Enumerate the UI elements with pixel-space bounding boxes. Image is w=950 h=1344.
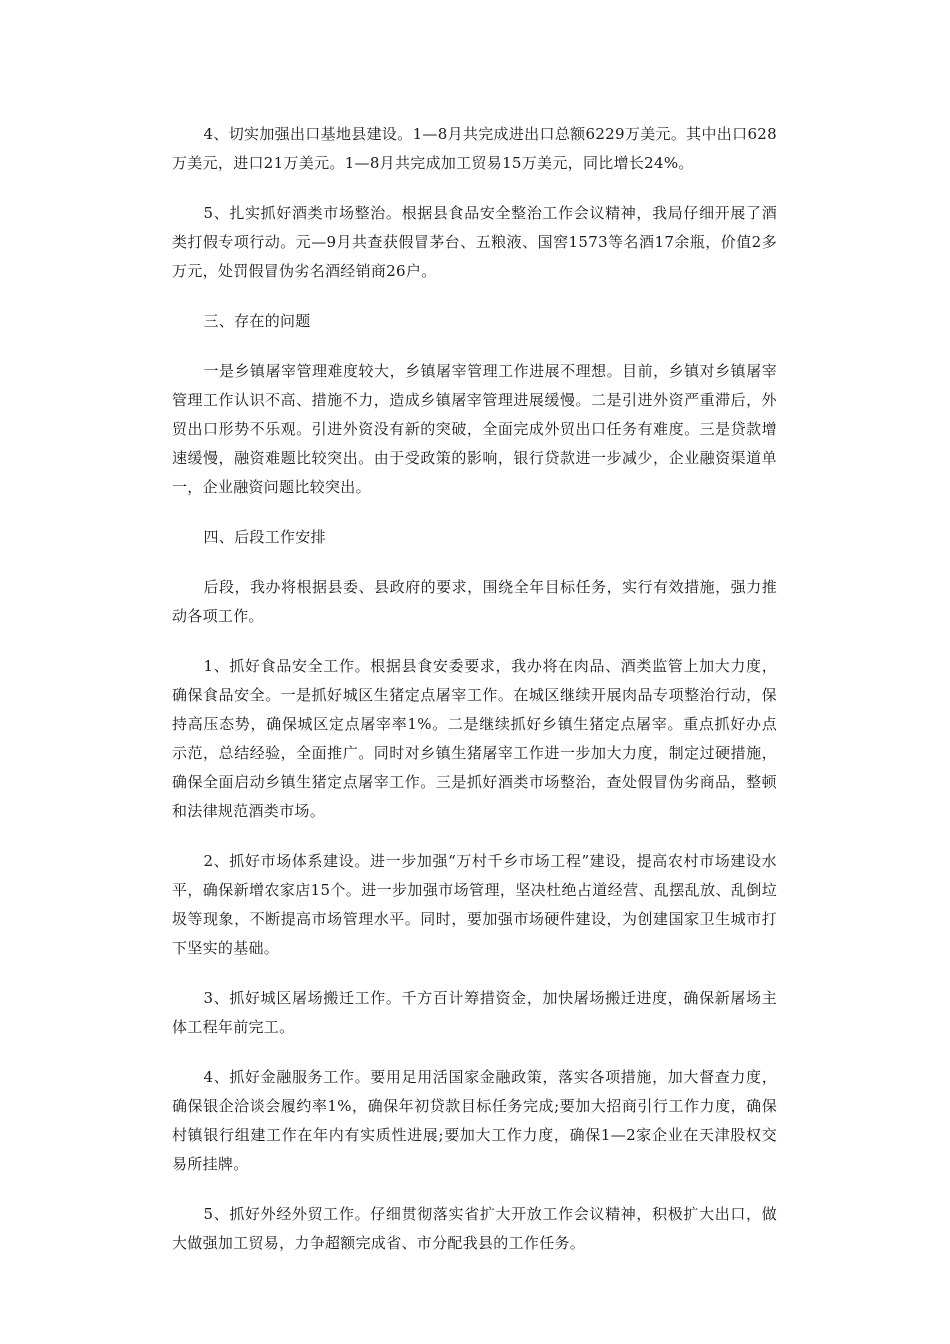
document-page — [172, 120, 777, 1279]
paragraph-liquor-market: 5、扎实抓好酒类市场整治。根据县食品安全整治工作会议精神，我局仔细开展了酒类打假专项行动。元—9月共查获假冒茅台、五粮液、国窖1573等名酒17余瓶，价值2多万元，处罚假冒伪劣名酒经销商26户。 — [172, 204, 777, 280]
paragraph-financial-services: 4、抓好金融服务工作。要用足用活国家金融政策，落实各项措施，加大督查力度，确保银企洽谈会履约率1%，确保年初贷款目标任务完成;要加大招商引行工作力度，确保村镇银行组建工作在年内有实质性进展;要加大工作力度，确保1—2家企业在天津股权交易所挂牌。 — [172, 1068, 777, 1173]
section-heading-problems: 三、存在的问题 — [203, 312, 311, 330]
paragraph-plans-intro: 后段，我办将根据县委、县政府的要求，围绕全年目标任务，实行有效措施，强力推动各项工作。 — [172, 578, 777, 625]
paragraph-market-system: 2、抓好市场体系建设。进一步加强“万村千乡市场工程”建设，提高农村市场建设水平，确保新增农家店15个。进一步加强市场管理，坚决杜绝占道经营、乱摆乱放、乱倒垃圾等现象，不断提高市场管理水平。同时，要加强市场硬件建设，为创建国家卫生城市打下坚实的基础。 — [172, 852, 777, 957]
paragraph-problems: 一是乡镇屠宰管理难度较大，乡镇屠宰管理工作进展不理想。目前，乡镇对乡镇屠宰管理工作认识不高、措施不力，造成乡镇屠宰管理进展缓慢。二是引进外资严重滞后，外贸出口形势不乐观。引进外资没有新的突破，全面完成外贸出口任务有难度。三是贷款增速缓慢，融资难题比较突出。由于受政策的影响，银行贷款进一步减少，企业融资渠道单一，企业融资问题比较突出。 — [172, 362, 777, 496]
paragraph-export-base: 4、切实加强出口基地县建设。1—8月共完成进出口总额6229万美元。其中出口628万美元，进口21万美元。1—8月共完成加工贸易15万美元，同比增长24%。 — [172, 125, 777, 172]
paragraph-food-safety: 1、抓好食品安全工作。根据县食安委要求，我办将在肉品、酒类监管上加大力度，确保食品安全。一是抓好城区生猪定点屠宰工作。在城区继续开展肉品专项整治行动，保持高压态势，确保城区定点屠宰率1%。二是继续抓好乡镇生猪定点屠宰。重点抓好办点示范，总结经验，全面推广。同时对乡镇生猪屠宰工作进一步加大力度，制定过硬措施，确保全面启动乡镇生猪定点屠宰工作。三是抓好酒类市场整治，查处假冒伪劣商品，整顿和法律规范酒类市场。 — [172, 657, 777, 820]
section-heading-plans: 四、后段工作安排 — [203, 528, 326, 546]
paragraph-foreign-trade: 5、抓好外经外贸工作。仔细贯彻落实省扩大开放工作会议精神，积极扩大出口，做大做强加工贸易，力争超额完成省、市分配我县的工作任务。 — [172, 1205, 777, 1252]
paragraph-slaughterhouse-relocation: 3、抓好城区屠场搬迁工作。千方百计筹措资金，加快屠场搬迁进度，确保新屠场主体工程年前完工。 — [172, 989, 777, 1036]
